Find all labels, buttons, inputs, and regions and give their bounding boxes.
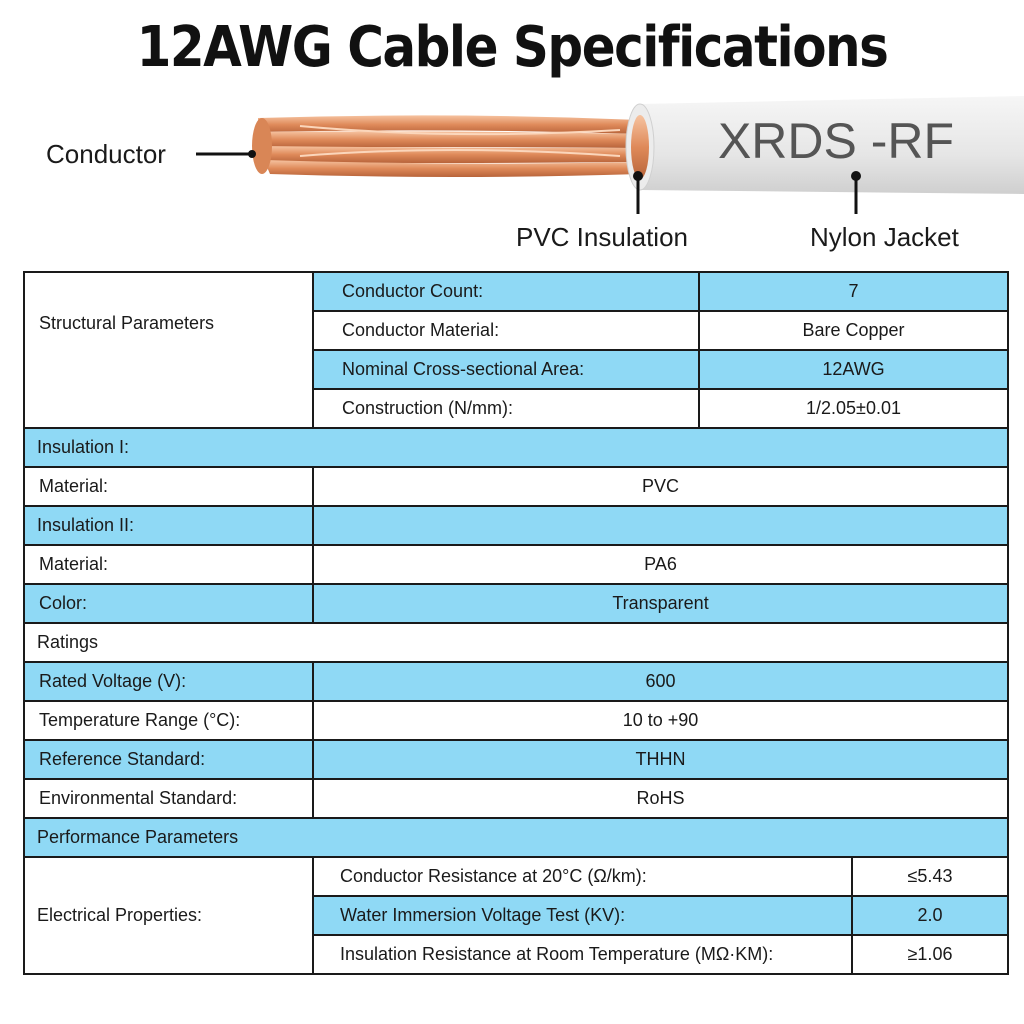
conductor-label: Conductor — [46, 139, 166, 169]
spec-value: 600 — [313, 662, 1008, 701]
conductor-strands — [252, 115, 640, 177]
spec-value: 1/2.05±0.01 — [699, 389, 1008, 428]
spec-label: Nominal Cross-sectional Area: — [313, 350, 699, 389]
spec-label: Construction (N/mm): — [313, 389, 699, 428]
spec-label: Material: — [24, 467, 313, 506]
pvc-insulation-label: PVC Insulation — [516, 222, 688, 252]
spec-table — [23, 271, 1009, 975]
spec-label: Insulation Resistance at Room Temperature (MΩ·KM): — [313, 935, 852, 974]
insulation2-header: Insulation II: — [24, 506, 313, 545]
table-row — [24, 467, 1008, 506]
spec-value: THHN — [313, 740, 1008, 779]
table-row — [24, 662, 1008, 701]
spec-label: Reference Standard: — [24, 740, 313, 779]
spec-label: Temperature Range (°C): — [24, 701, 313, 740]
table-row — [24, 857, 1008, 896]
section-row — [24, 623, 1008, 662]
spec-label: Environmental Standard: — [24, 779, 313, 818]
section-row — [24, 818, 1008, 857]
spec-value: RoHS — [313, 779, 1008, 818]
spec-value: PA6 — [313, 545, 1008, 584]
table-row — [24, 272, 1008, 311]
table-row — [24, 701, 1008, 740]
spec-label: Material: — [24, 545, 313, 584]
nylon-jacket-label: Nylon Jacket — [810, 222, 959, 252]
spec-value: Transparent — [313, 584, 1008, 623]
structural-header: Structural Parameters — [24, 272, 313, 428]
spec-label: Water Immersion Voltage Test (KV): — [313, 896, 852, 935]
spec-value: ≥1.06 — [852, 935, 1008, 974]
performance-header: Performance Parameters — [24, 818, 1008, 857]
table-row — [24, 779, 1008, 818]
ratings-header: Ratings — [24, 623, 1008, 662]
table-row — [24, 584, 1008, 623]
spec-label: Color: — [24, 584, 313, 623]
jacket-print: XRDS -RF — [717, 113, 955, 169]
spec-label: Conductor Material: — [313, 311, 699, 350]
table-row — [24, 740, 1008, 779]
spec-value: 10 to +90 — [313, 701, 1008, 740]
spec-value: Bare Copper — [699, 311, 1008, 350]
table-row — [24, 545, 1008, 584]
spec-label: Rated Voltage (V): — [24, 662, 313, 701]
spec-value: 7 — [699, 272, 1008, 311]
spec-label: Conductor Count: — [313, 272, 699, 311]
spec-value: PVC — [313, 467, 1008, 506]
spec-value: ≤5.43 — [852, 857, 1008, 896]
section-row — [24, 506, 1008, 545]
insulation1-header: Insulation I: — [24, 428, 313, 467]
page-title: 12AWG Cable Specifications — [136, 14, 888, 80]
electrical-properties-header: Electrical Properties: — [24, 857, 313, 974]
spec-label: Conductor Resistance at 20°C (Ω/km): — [313, 857, 852, 896]
spec-value: 12AWG — [699, 350, 1008, 389]
spec-value: 2.0 — [852, 896, 1008, 935]
section-row — [24, 428, 1008, 467]
